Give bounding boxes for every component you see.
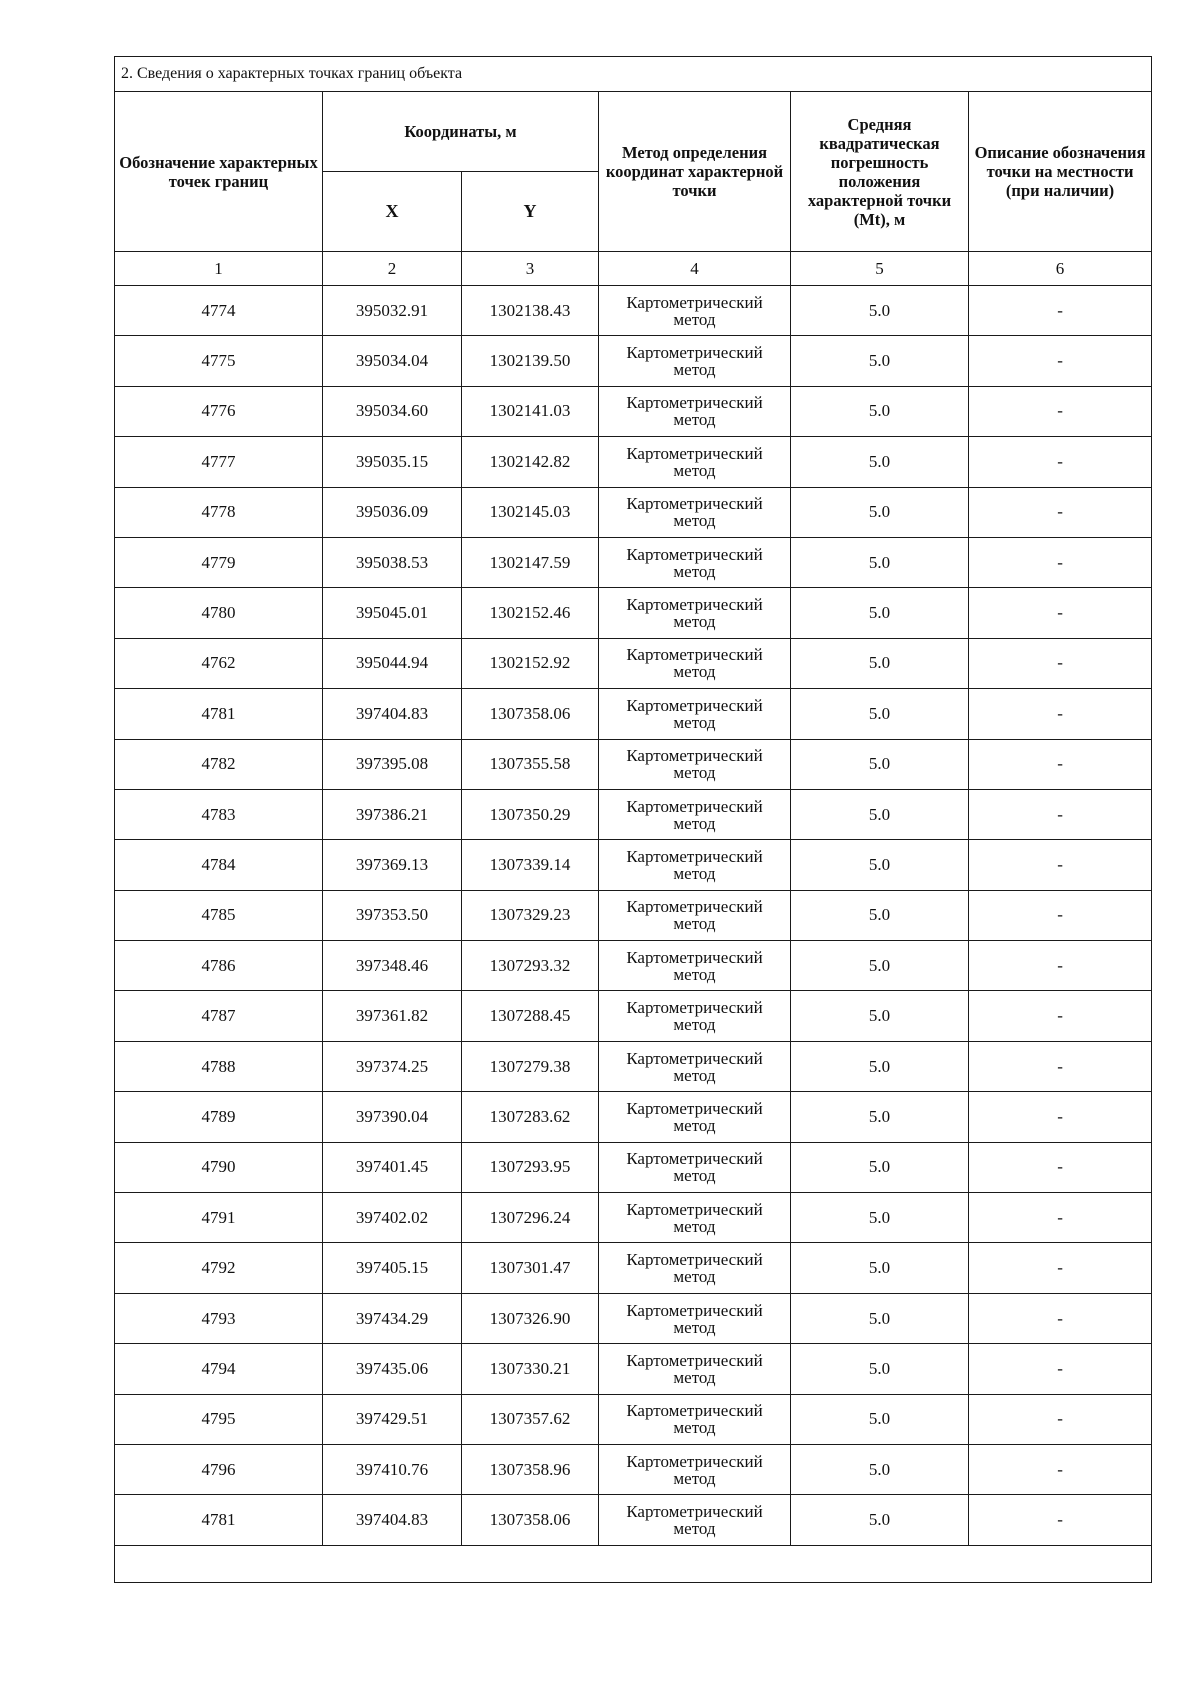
- y-coordinate-cell: 1307329.23: [462, 890, 599, 940]
- column-number: 2: [323, 252, 462, 286]
- point-id-cell: 4792: [115, 1243, 323, 1293]
- table-row: [115, 1344, 1152, 1394]
- x-coordinate-cell: 395035.15: [323, 437, 462, 487]
- method-text-line2: метод: [673, 1468, 716, 1488]
- method-cell: [599, 588, 791, 638]
- method-cell: [599, 1142, 791, 1192]
- table-row: [115, 1142, 1152, 1192]
- mt-error-cell: 5.0: [791, 991, 969, 1041]
- method-text-line1: Картометрический: [626, 1502, 763, 1522]
- x-coordinate-cell: 397405.15: [323, 1243, 462, 1293]
- description-cell: -: [969, 386, 1152, 436]
- table-row: [115, 689, 1152, 739]
- empty-footer-cell: [115, 1545, 1152, 1582]
- method-cell: [599, 336, 791, 386]
- method-text-line1: Картометрический: [626, 846, 763, 866]
- x-coordinate-cell: 397348.46: [323, 941, 462, 991]
- point-id-cell: 4788: [115, 1041, 323, 1091]
- point-id-cell: 4790: [115, 1142, 323, 1192]
- point-id-cell: 4781: [115, 689, 323, 739]
- method-cell: [599, 386, 791, 436]
- point-id-cell: 4794: [115, 1344, 323, 1394]
- method-text-line1: Картометрический: [626, 1098, 763, 1118]
- y-coordinate-cell: 1307357.62: [462, 1394, 599, 1444]
- method-text-line1: Картометрический: [626, 595, 763, 615]
- point-id-cell: 4786: [115, 941, 323, 991]
- mt-error-cell: 5.0: [791, 437, 969, 487]
- y-coordinate-cell: 1302141.03: [462, 386, 599, 436]
- method-cell: [599, 1293, 791, 1343]
- mt-error-cell: 5.0: [791, 1142, 969, 1192]
- point-id-cell: 4793: [115, 1293, 323, 1343]
- table-row: [115, 487, 1152, 537]
- table-row: [115, 437, 1152, 487]
- y-coordinate-cell: 1302142.82: [462, 437, 599, 487]
- x-coordinate-cell: 395034.60: [323, 386, 462, 436]
- method-text-line2: метод: [673, 309, 716, 329]
- mt-error-cell: 5.0: [791, 1444, 969, 1494]
- method-cell: [599, 840, 791, 890]
- method-cell: [599, 1041, 791, 1091]
- table-row: [115, 336, 1152, 386]
- mt-error-cell: 5.0: [791, 336, 969, 386]
- mt-error-cell: 5.0: [791, 1092, 969, 1142]
- x-coordinate-cell: 397353.50: [323, 890, 462, 940]
- method-text-line1: Картометрический: [626, 1300, 763, 1320]
- column-number: 3: [462, 252, 599, 286]
- mt-error-cell: 5.0: [791, 1243, 969, 1293]
- method-cell: [599, 789, 791, 839]
- method-cell: [599, 1444, 791, 1494]
- table-row: [115, 941, 1152, 991]
- method-text-line2: метод: [673, 964, 716, 984]
- description-cell: -: [969, 890, 1152, 940]
- y-coordinate-cell: 1307293.95: [462, 1142, 599, 1192]
- y-coordinate-cell: 1307283.62: [462, 1092, 599, 1142]
- column-number: 5: [791, 252, 969, 286]
- table-row: [115, 588, 1152, 638]
- description-cell: -: [969, 638, 1152, 688]
- mt-error-cell: 5.0: [791, 1495, 969, 1545]
- method-text-line2: метод: [673, 763, 716, 783]
- header-coordinates: Координаты, м: [323, 92, 599, 172]
- description-cell: -: [969, 1142, 1152, 1192]
- point-id-cell: 4781: [115, 1495, 323, 1545]
- column-number: 4: [599, 252, 791, 286]
- method-text-line1: Картометрический: [626, 645, 763, 665]
- method-cell: [599, 890, 791, 940]
- description-cell: -: [969, 1243, 1152, 1293]
- method-text-line1: Картометрический: [626, 1401, 763, 1421]
- method-text-line2: метод: [673, 1267, 716, 1287]
- header-x: X: [323, 172, 462, 252]
- point-id-cell: 4787: [115, 991, 323, 1041]
- table-row: [115, 1041, 1152, 1091]
- method-cell: [599, 1394, 791, 1444]
- table-row: [115, 537, 1152, 587]
- column-number-row: [115, 252, 1152, 286]
- y-coordinate-cell: 1307358.06: [462, 1495, 599, 1545]
- description-cell: -: [969, 1293, 1152, 1343]
- method-text-line2: метод: [673, 612, 716, 632]
- method-text-line2: метод: [673, 1216, 716, 1236]
- table-row: [115, 1092, 1152, 1142]
- method-cell: [599, 1092, 791, 1142]
- description-cell: -: [969, 840, 1152, 890]
- description-cell: -: [969, 941, 1152, 991]
- method-text-line2: метод: [673, 914, 716, 934]
- column-number: 6: [969, 252, 1152, 286]
- y-coordinate-cell: 1307339.14: [462, 840, 599, 890]
- description-cell: -: [969, 1444, 1152, 1494]
- point-id-cell: 4775: [115, 336, 323, 386]
- method-cell: [599, 689, 791, 739]
- x-coordinate-cell: 397435.06: [323, 1344, 462, 1394]
- y-coordinate-cell: 1302152.46: [462, 588, 599, 638]
- x-coordinate-cell: 397401.45: [323, 1142, 462, 1192]
- x-coordinate-cell: 397390.04: [323, 1092, 462, 1142]
- table-row: [115, 638, 1152, 688]
- point-id-cell: 4778: [115, 487, 323, 537]
- method-text-line1: Картометрический: [626, 1451, 763, 1471]
- header-method: Метод определения координат характерной точки: [599, 92, 791, 252]
- method-cell: [599, 991, 791, 1041]
- point-id-cell: 4780: [115, 588, 323, 638]
- method-text-line2: метод: [673, 1418, 716, 1438]
- mt-error-cell: 5.0: [791, 890, 969, 940]
- description-cell: -: [969, 1092, 1152, 1142]
- boundary-points-table: [114, 56, 1152, 1583]
- x-coordinate-cell: 397361.82: [323, 991, 462, 1041]
- mt-error-cell: 5.0: [791, 487, 969, 537]
- description-cell: -: [969, 1394, 1152, 1444]
- description-cell: -: [969, 1344, 1152, 1394]
- x-coordinate-cell: 395038.53: [323, 537, 462, 587]
- method-cell: [599, 739, 791, 789]
- y-coordinate-cell: 1302145.03: [462, 487, 599, 537]
- description-cell: -: [969, 437, 1152, 487]
- method-text-line1: Картометрический: [626, 343, 763, 363]
- point-id-cell: 4796: [115, 1444, 323, 1494]
- x-coordinate-cell: 397429.51: [323, 1394, 462, 1444]
- table-row: [115, 1243, 1152, 1293]
- x-coordinate-cell: 395044.94: [323, 638, 462, 688]
- mt-error-cell: 5.0: [791, 588, 969, 638]
- method-cell: [599, 1495, 791, 1545]
- x-coordinate-cell: 397374.25: [323, 1041, 462, 1091]
- mt-error-cell: 5.0: [791, 537, 969, 587]
- x-coordinate-cell: 395036.09: [323, 487, 462, 537]
- mt-error-cell: 5.0: [791, 286, 969, 336]
- method-text-line2: метод: [673, 863, 716, 883]
- point-id-cell: 4785: [115, 890, 323, 940]
- description-cell: -: [969, 1041, 1152, 1091]
- method-cell: [599, 286, 791, 336]
- mt-error-cell: 5.0: [791, 638, 969, 688]
- method-text-line2: метод: [673, 1015, 716, 1035]
- point-id-cell: 4779: [115, 537, 323, 587]
- method-text-line2: метод: [673, 1317, 716, 1337]
- description-cell: -: [969, 537, 1152, 587]
- y-coordinate-cell: 1307293.32: [462, 941, 599, 991]
- table-row: [115, 1193, 1152, 1243]
- description-cell: -: [969, 1495, 1152, 1545]
- description-cell: -: [969, 487, 1152, 537]
- method-text-line2: метод: [673, 813, 716, 833]
- mt-error-cell: 5.0: [791, 789, 969, 839]
- method-text-line1: Картометрический: [626, 494, 763, 514]
- table-footer-row: [115, 1545, 1152, 1582]
- y-coordinate-cell: 1307355.58: [462, 739, 599, 789]
- y-coordinate-cell: 1307326.90: [462, 1293, 599, 1343]
- mt-error-cell: 5.0: [791, 386, 969, 436]
- method-text-line2: метод: [673, 460, 716, 480]
- table-row: [115, 1495, 1152, 1545]
- x-coordinate-cell: 397395.08: [323, 739, 462, 789]
- method-text-line2: метод: [673, 511, 716, 531]
- x-coordinate-cell: 397434.29: [323, 1293, 462, 1343]
- description-cell: -: [969, 789, 1152, 839]
- description-cell: -: [969, 588, 1152, 638]
- table-row: [115, 840, 1152, 890]
- mt-error-cell: 5.0: [791, 689, 969, 739]
- point-id-cell: 4783: [115, 789, 323, 839]
- point-id-cell: 4791: [115, 1193, 323, 1243]
- header-point-designation: Обозначение характерных точек границ: [115, 92, 323, 252]
- point-id-cell: 4784: [115, 840, 323, 890]
- method-text-line1: Картометрический: [626, 1048, 763, 1068]
- method-text-line2: метод: [673, 410, 716, 430]
- method-text-line1: Картометрический: [626, 544, 763, 564]
- point-id-cell: 4777: [115, 437, 323, 487]
- description-cell: -: [969, 991, 1152, 1041]
- x-coordinate-cell: 397404.83: [323, 1495, 462, 1545]
- method-text-line1: Картометрический: [626, 1199, 763, 1219]
- x-coordinate-cell: 397386.21: [323, 789, 462, 839]
- table-row: [115, 386, 1152, 436]
- method-text-line1: Картометрический: [626, 292, 763, 312]
- x-coordinate-cell: 395045.01: [323, 588, 462, 638]
- method-text-line2: метод: [673, 662, 716, 682]
- method-text-line1: Картометрический: [626, 796, 763, 816]
- y-coordinate-cell: 1307330.21: [462, 1344, 599, 1394]
- point-id-cell: 4789: [115, 1092, 323, 1142]
- x-coordinate-cell: 395032.91: [323, 286, 462, 336]
- description-cell: -: [969, 286, 1152, 336]
- method-cell: [599, 537, 791, 587]
- method-text-line1: Картометрический: [626, 746, 763, 766]
- y-coordinate-cell: 1307296.24: [462, 1193, 599, 1243]
- table-row: [115, 890, 1152, 940]
- x-coordinate-cell: 397404.83: [323, 689, 462, 739]
- y-coordinate-cell: 1307301.47: [462, 1243, 599, 1293]
- section-title: 2. Сведения о характерных точках границ объекта: [115, 57, 1152, 92]
- y-coordinate-cell: 1307358.06: [462, 689, 599, 739]
- method-text-line2: метод: [673, 1065, 716, 1085]
- x-coordinate-cell: 395034.04: [323, 336, 462, 386]
- mt-error-cell: 5.0: [791, 941, 969, 991]
- mt-error-cell: 5.0: [791, 1394, 969, 1444]
- method-text-line1: Картометрический: [626, 897, 763, 917]
- method-cell: [599, 487, 791, 537]
- y-coordinate-cell: 1302152.92: [462, 638, 599, 688]
- table-row: [115, 991, 1152, 1041]
- table-body: [115, 286, 1152, 1546]
- description-cell: -: [969, 336, 1152, 386]
- y-coordinate-cell: 1302138.43: [462, 286, 599, 336]
- method-cell: [599, 638, 791, 688]
- y-coordinate-cell: 1302147.59: [462, 537, 599, 587]
- header-description: Описание обозначения точки на местности (при наличии): [969, 92, 1152, 252]
- method-text-line1: Картометрический: [626, 1149, 763, 1169]
- mt-error-cell: 5.0: [791, 1041, 969, 1091]
- table-row: [115, 1444, 1152, 1494]
- method-cell: [599, 941, 791, 991]
- table-row: [115, 1394, 1152, 1444]
- mt-error-cell: 5.0: [791, 1293, 969, 1343]
- method-text-line2: метод: [673, 712, 716, 732]
- y-coordinate-cell: 1307279.38: [462, 1041, 599, 1091]
- method-text-line2: метод: [673, 1367, 716, 1387]
- point-id-cell: 4782: [115, 739, 323, 789]
- table-row: [115, 789, 1152, 839]
- method-text-line2: метод: [673, 360, 716, 380]
- mt-error-cell: 5.0: [791, 840, 969, 890]
- point-id-cell: 4762: [115, 638, 323, 688]
- method-text-line1: Картометрический: [626, 1250, 763, 1270]
- y-coordinate-cell: 1302139.50: [462, 336, 599, 386]
- y-coordinate-cell: 1307288.45: [462, 991, 599, 1041]
- method-text-line2: метод: [673, 1519, 716, 1539]
- method-text-line1: Картометрический: [626, 947, 763, 967]
- point-id-cell: 4795: [115, 1394, 323, 1444]
- method-text-line2: метод: [673, 1115, 716, 1135]
- method-cell: [599, 1193, 791, 1243]
- method-text-line2: метод: [673, 561, 716, 581]
- method-text-line1: Картометрический: [626, 695, 763, 715]
- table-row: [115, 739, 1152, 789]
- method-cell: [599, 437, 791, 487]
- method-cell: [599, 1344, 791, 1394]
- x-coordinate-cell: 397402.02: [323, 1193, 462, 1243]
- method-text-line1: Картометрический: [626, 998, 763, 1018]
- point-id-cell: 4774: [115, 286, 323, 336]
- x-coordinate-cell: 397369.13: [323, 840, 462, 890]
- mt-error-cell: 5.0: [791, 1344, 969, 1394]
- method-cell: [599, 1243, 791, 1293]
- description-cell: -: [969, 739, 1152, 789]
- y-coordinate-cell: 1307358.96: [462, 1444, 599, 1494]
- y-coordinate-cell: 1307350.29: [462, 789, 599, 839]
- description-cell: -: [969, 1193, 1152, 1243]
- mt-error-cell: 5.0: [791, 739, 969, 789]
- method-text-line1: Картометрический: [626, 1350, 763, 1370]
- method-text-line1: Картометрический: [626, 393, 763, 413]
- column-number: 1: [115, 252, 323, 286]
- mt-error-cell: 5.0: [791, 1193, 969, 1243]
- description-cell: -: [969, 689, 1152, 739]
- method-text-line1: Картометрический: [626, 443, 763, 463]
- header-y: Y: [462, 172, 599, 252]
- header-error: Средняя квадратическая погрешность положения характерной точки (Mt), м: [791, 92, 969, 252]
- table-row: [115, 1293, 1152, 1343]
- table-row: [115, 286, 1152, 336]
- method-text-line2: метод: [673, 1166, 716, 1186]
- point-id-cell: 4776: [115, 386, 323, 436]
- x-coordinate-cell: 397410.76: [323, 1444, 462, 1494]
